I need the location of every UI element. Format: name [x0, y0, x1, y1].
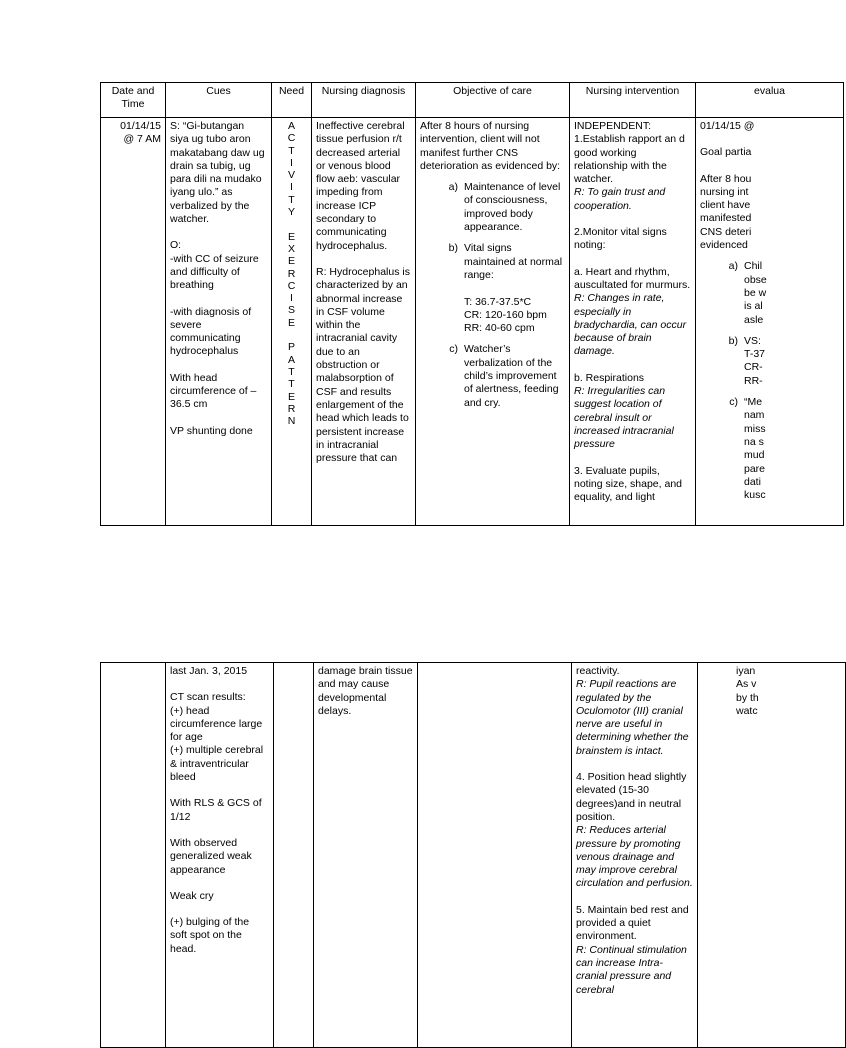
list-item-text: Chil obse be w is al asle — [744, 260, 767, 326]
intervention-rationale: R: Reduces arterial pressure by promoting venous drainage and may improve cerebral circulation and perfusion. — [576, 824, 693, 890]
need-letter: X — [287, 242, 295, 255]
intervention-step: b. Respirations — [574, 371, 645, 384]
cue-subjective: S: “Gi-butangan siya ug tubo aron makatabang daw ug drain sa tubig, ug para dili na mudako iyang ulo.” as verbalized by the watcher. — [170, 120, 268, 226]
cues-cell — [166, 118, 272, 526]
objective-item — [420, 343, 565, 409]
evaluation-summary: After 8 hou nursing int client have manifested CNS deteri evidenced — [700, 172, 752, 252]
cue-weak-cry: Weak cry — [170, 889, 214, 902]
list-item-text: VS: T-37 CR- RR- — [744, 334, 766, 387]
need-letter: P — [287, 341, 295, 354]
intervention-rationale: R: Continual stimulation can increase Intra-cranial pressure and cerebral — [576, 943, 690, 996]
header-intervention: Nursing intervention — [570, 83, 696, 118]
need-letter: R — [287, 267, 296, 280]
list-item-text: Maintenance of level of consciousness, improved body appearance. — [464, 181, 564, 234]
list-item-text: Watcher’s verbalization of the child’s improvement of alertness, feeding and cry. — [464, 343, 562, 409]
need-letter: N — [287, 415, 296, 428]
diagnosis-cell — [312, 118, 416, 526]
intervention-rationale: R: To gain trust and cooperation. — [574, 186, 669, 212]
need-cell — [274, 663, 314, 1048]
need-letter: V — [287, 169, 295, 182]
intervention-rationale: R: Irregularities can suggest location of cerebral insult or increased intracranial pressure — [574, 385, 677, 451]
intervention-step: 3. Evaluate pupils, noting size, shape, and equality, and light — [574, 464, 685, 504]
intervention-step: INDEPENDENT: 1.Establish rapport an d good working relationship with the watcher. — [574, 120, 685, 186]
header-date: Date and Time — [101, 83, 166, 118]
evaluation-cell — [698, 663, 846, 1048]
cues-cell — [166, 663, 274, 1048]
cue-vp-shunting: VP shunting done — [170, 424, 253, 437]
date-cell — [101, 663, 166, 1048]
objective-intro: After 8 hours of nursing intervention, client will not manifest further CNS deterioration as evidenced by: — [420, 120, 561, 172]
nursing-diagnosis-text: Ineffective cerebral tissue perfusion r/t decreased arterial or venous blood flow aeb: vascular impeding from increase ICP secondary to communicating hydrocephalus. — [316, 120, 408, 252]
intervention-step: reactivity. — [576, 665, 620, 677]
need-letter: T — [288, 193, 295, 206]
list-marker: b) — [728, 334, 738, 347]
objective-list — [420, 181, 565, 410]
need-letter: T — [288, 378, 295, 391]
list-marker: a) — [448, 181, 458, 194]
intervention-step: 5. Maintain bed rest and provided a quiet environment. — [576, 903, 692, 943]
objective-cell — [416, 118, 570, 526]
list-marker: c) — [449, 343, 458, 356]
care-plan-table-continued — [100, 662, 846, 1048]
care-plan-table — [100, 82, 844, 526]
intervention-step: 2.Monitor vital signs noting: — [574, 226, 670, 252]
need-letter: E — [287, 230, 295, 243]
evaluation-goal: Goal partia — [700, 146, 752, 159]
cue-objective: O: -with CC of seizure and difficulty of breathing — [170, 239, 259, 292]
cue-head-circumference: With head circumference of – 36.5 cm — [170, 371, 260, 411]
header-evaluation: evalua — [696, 83, 844, 118]
header-objective: Objective of care — [416, 83, 570, 118]
need-letter: R — [287, 402, 296, 415]
document-page-1 — [0, 0, 785, 560]
need-cell — [272, 118, 312, 526]
evaluation-item — [700, 260, 839, 326]
list-item-text: “Me nam miss na s mud pare dati kusc — [744, 396, 766, 502]
need-letter: Y — [287, 206, 295, 219]
diagnosis-continued: damage brain tissue and may cause developmental delays. — [318, 665, 416, 717]
cue-date: last Jan. 3, 2015 — [170, 665, 248, 677]
need-letter: E — [287, 316, 295, 329]
evaluation-item — [700, 396, 839, 502]
evaluation-item — [700, 335, 839, 388]
intervention-rationale: R: Changes in rate, especially in bradychardia, can occur because of brain damage. — [574, 292, 689, 358]
need-letter: A — [287, 353, 295, 366]
need-letter: I — [290, 181, 293, 194]
need-letter — [276, 329, 307, 341]
list-marker: b) — [448, 242, 458, 255]
need-letter — [276, 218, 307, 230]
evaluation-date: 01/14/15 @ — [700, 120, 755, 132]
intervention-step: a. Heart and rhythm, auscultated for murmurs. — [574, 265, 691, 291]
intervention-rationale: R: Pupil reactions are regulated by the Oculomotor (III) cranial nerve are useful in determining whether the brainstem is intact. — [576, 678, 692, 757]
evaluation-list — [700, 260, 839, 502]
need-letter: A — [287, 120, 295, 132]
objective-cell — [418, 663, 572, 1048]
header-need: Need — [272, 83, 312, 118]
need-letter: S — [287, 304, 295, 317]
table-row — [101, 118, 844, 526]
list-marker: c) — [729, 396, 738, 409]
list-item-text: Vital signs maintained at normal range: T: 36.7-37.5*C CR: 120-160 bpm RR: 40-60 cpm — [464, 242, 563, 335]
cue-weak-appearance: With observed generalized weak appearance — [170, 836, 255, 876]
need-letter: I — [290, 156, 293, 169]
cue-diagnosis: -with diagnosis of severe communicating hydrocephalus — [170, 305, 255, 358]
objective-item — [420, 242, 565, 335]
need-letter: I — [290, 292, 293, 305]
diagnosis-cell — [314, 663, 418, 1048]
objective-item — [420, 181, 565, 234]
intervention-cell — [572, 663, 698, 1048]
need-letter: C — [287, 279, 296, 292]
need-letter: E — [287, 255, 295, 268]
cue-bulging-fontanel: (+) bulging of the soft spot on the head. — [170, 916, 253, 955]
evaluation-continued: iyan As v by th watc — [736, 665, 759, 717]
date-cell — [101, 118, 166, 526]
evaluation-cell — [696, 118, 844, 526]
document-page-2 — [0, 560, 768, 1024]
need-letter: C — [287, 132, 296, 145]
table-row — [101, 663, 846, 1048]
need-letter: T — [288, 144, 295, 157]
cue-rls-gcs: With RLS & GCS of 1/12 — [170, 797, 265, 823]
diagnosis-rationale: R: Hydrocephalus is characterized by an abnormal increase in CSF volume within the intracranial cavity due to an obstruction or malabsorption of CSF and results enlargement of the head which leads to persistent increase in intracranial pressure that can — [316, 265, 413, 465]
header-row — [101, 83, 844, 118]
list-marker: a) — [728, 260, 738, 273]
date-time: 01/14/15 @ 7 AM — [120, 120, 161, 146]
header-cues: Cues — [166, 83, 272, 118]
header-diagnosis: Nursing diagnosis — [312, 83, 416, 118]
cue-ct-scan: CT scan results: (+) head circumference large for age (+) multiple cerebral & intraventricular bleed — [170, 691, 264, 784]
need-letter: T — [288, 365, 295, 378]
intervention-cell — [570, 118, 696, 526]
intervention-step: 4. Position head slightly elevated (15-30 degrees)and in neutral position. — [576, 771, 690, 823]
need-letter: E — [287, 390, 295, 403]
